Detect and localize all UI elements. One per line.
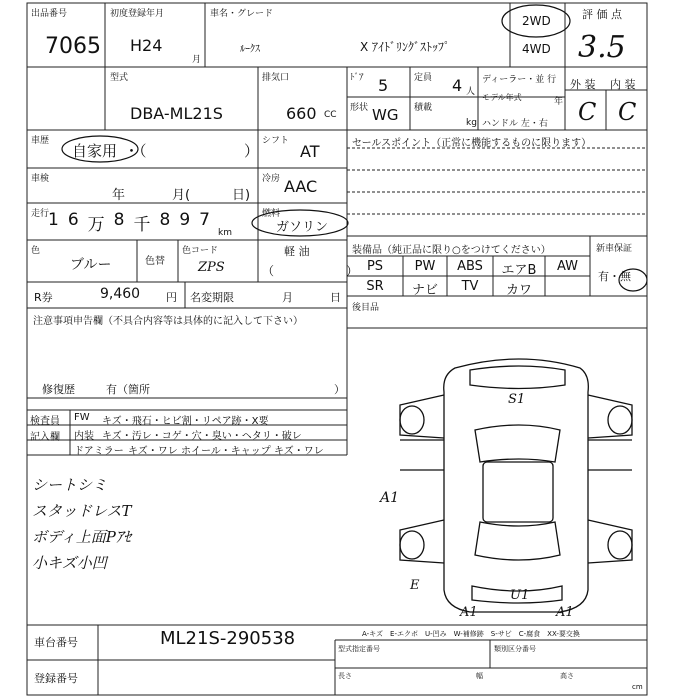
usage-label: 車歴 (31, 136, 50, 146)
equipment-abs: ABS (457, 259, 483, 274)
ext-value: C (578, 98, 597, 126)
inspector-interior-row: キズ・汚レ・コゲ・穴・臭い・ヘタリ・破レ (102, 431, 302, 442)
cc-unit: CC (324, 110, 337, 120)
inspector-mirror-row: キズ・ワレ ホイール・キャップ キズ・ワレ (128, 446, 324, 457)
mileage-digit: 8 (113, 210, 125, 230)
repair-close: ） (334, 383, 345, 396)
equipment-navi: ナビ (411, 283, 438, 298)
chassis-label: 車台番号 (34, 636, 78, 649)
chassis-value: ML21S-290538 (160, 628, 296, 649)
sales-point-label: セールスポイント（正常に機能するものに限ります） (352, 138, 592, 149)
width-label: 幅 (476, 672, 483, 680)
mark-left: A1 (380, 490, 400, 506)
color-label: 色 (31, 246, 41, 256)
type-designation-label: 型式指定番号 (338, 645, 380, 653)
fuel-label: 燃料 (262, 209, 281, 219)
inspection-label: 車検 (31, 174, 50, 184)
recycle-unit: 円 (166, 291, 177, 304)
capacity-value: 4 (452, 76, 463, 95)
equipment-label: 装備品（純正品に限り○をつけてください） (352, 245, 551, 256)
equipment-tv: TV (461, 279, 479, 294)
inspector-label2: 記入欄 (30, 432, 60, 443)
name-change-label: 名変期限 (190, 291, 234, 304)
inspection-year: 年 (112, 188, 126, 203)
equipment-pw: PW (414, 259, 436, 274)
load-unit: kg (466, 118, 477, 128)
mark-bottom-left: E (410, 578, 420, 593)
ac-value: AAC (284, 177, 318, 196)
handle-label: ハンドル 左・右 (482, 119, 548, 129)
score-value: 3.5 (578, 30, 626, 65)
inspector-fw-label: FW (74, 412, 90, 423)
model-label: 型式 (110, 73, 129, 83)
score-label: 評 価 点 (582, 8, 622, 21)
grade: X ｱｲﾄﾞﾘﾝｸﾞｽﾄｯﾌﾟ (360, 40, 451, 54)
first-reg-label: 初度登録年月 (110, 9, 165, 19)
load-label: 積載 (414, 103, 433, 113)
inspection-month: 月( (172, 188, 191, 203)
model-year-label: モデル年式 (482, 93, 522, 102)
equipment-sr: SR (366, 279, 384, 294)
handwritten-note: ボディ上面Pｱｾ (32, 528, 131, 546)
drive-4wd: 4WD (522, 42, 551, 56)
equipment-aw: AW (556, 259, 579, 274)
mileage-digit: 8 (159, 210, 171, 230)
int-label: 内 装 (610, 78, 636, 91)
repair-label: 修復歴 (42, 383, 75, 396)
body-label: 形状 (350, 103, 369, 113)
warranty-value: 有・無 (598, 270, 631, 283)
mark-top: S1 (508, 392, 526, 407)
model-year-unit: 年 (554, 97, 564, 107)
model-value: DBA-ML21S (130, 104, 223, 123)
name-change-day: 日 (330, 291, 341, 304)
inspection-day: 日) (232, 188, 251, 203)
equipment-leather: カワ (505, 283, 532, 298)
handwritten-note: シートシミ (32, 476, 108, 494)
ext-label: 外 装 (570, 78, 596, 91)
class-number-label: 類別区分番号 (494, 645, 536, 653)
int-value: C (618, 98, 637, 126)
door-label: ﾄﾞｱ (350, 73, 364, 83)
warranty-label: 新車保証 (596, 244, 633, 254)
handwritten-note: 小キズ小凹 (32, 554, 107, 572)
repair-value: 有（箇所 (106, 383, 150, 396)
equipment-ps: PS (366, 259, 384, 274)
recycle-value: 9,460 (100, 286, 141, 302)
mileage-digit: 7 (199, 210, 210, 230)
light-oil-paren: （ ） (262, 264, 359, 278)
lot-value: 7065 (45, 34, 101, 59)
mark-wheel-right: A1 (556, 605, 574, 620)
shift-label: シフト (262, 136, 290, 146)
usage-value: 自家用 (72, 142, 118, 160)
mileage-digit: 6 (67, 210, 79, 230)
name-change-month: 月 (282, 291, 293, 304)
mileage-digit: 9 (179, 210, 191, 230)
cc-label: 排気口 (262, 73, 290, 83)
body-value: WG (372, 106, 399, 124)
mark-bottom-mid: U1 (510, 588, 530, 603)
first-reg-year: H24 (130, 36, 163, 55)
dealer-label: ディーラー・並 行 (482, 75, 557, 85)
color-change-label: 色替 (145, 256, 165, 267)
registration-label: 登録番号 (34, 672, 78, 685)
ac-label: 冷房 (262, 174, 281, 184)
mileage-digit: 1 (48, 210, 59, 230)
shift-value: AT (300, 142, 320, 161)
color-code-value: ZPS (198, 260, 225, 275)
cm-unit: cm (632, 683, 643, 691)
handwritten-notes (32, 472, 132, 576)
capacity-unit: 人 (466, 87, 476, 97)
mileage-digits (48, 210, 210, 235)
lot-label: 出品番号 (31, 9, 68, 19)
light-oil-label: 軽 油 (284, 245, 310, 258)
color-code-label: 色コード (182, 246, 219, 256)
height-label: 高さ (560, 672, 574, 680)
mileage-digit: 万 (87, 215, 105, 235)
fuel-value: ガソリン (276, 220, 329, 235)
inspector-label: 検査員 (30, 416, 60, 427)
recycle-label: R券 (34, 291, 53, 304)
car-name: ﾙｰｸｽ (240, 44, 260, 55)
mark-wheel-left: A1 (460, 605, 478, 620)
inspector-fw-row: キズ・飛石・ヒビ割・リペア跡・X要 (102, 416, 269, 427)
color-value: ブルー (70, 257, 112, 273)
cc-value: 660 (286, 104, 317, 123)
usage-paren-open: ・（ (124, 142, 147, 160)
damage-legend: A-キズ E-エクボ U-凹み W-補修跡 S-サビ C-腐食 XX-要交換 (362, 630, 580, 638)
first-reg-month-unit: 月 (192, 55, 202, 65)
length-label: 長さ (338, 672, 352, 680)
inspector-mirror-label: ドアミラー (74, 446, 124, 457)
drive-2wd: 2WD (522, 14, 551, 28)
notes-label: 注意事項申告欄（不具合内容等は具体的に記入して下さい） (33, 316, 303, 327)
mileage-digit: 千 (133, 215, 151, 235)
usage-paren-close: ） (244, 142, 260, 160)
mileage-unit: km (218, 228, 232, 238)
capacity-label: 定員 (414, 73, 433, 83)
handwritten-note: スタッドレスT (32, 502, 132, 520)
mileage-label: 走行 (31, 209, 50, 219)
equipment-airbag: エアB (501, 263, 537, 278)
car-name-label: 車名・グレード (210, 9, 274, 19)
inspector-interior-label: 内装 (74, 431, 94, 442)
door-value: 5 (378, 76, 389, 95)
after-install-label: 後目品 (352, 303, 380, 313)
